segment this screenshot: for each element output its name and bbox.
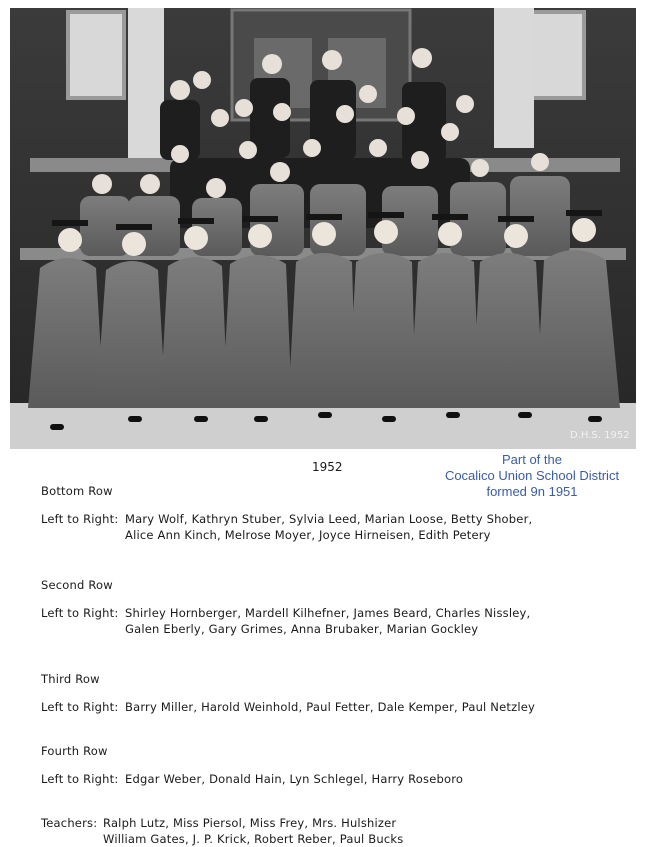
teachers-label: Teachers:	[41, 816, 98, 830]
names-line: Shirley Hornberger, Mardell Kilhefner, James Beard, Charles Nissley,	[125, 606, 531, 620]
photo-mark: D.H.S. 1952	[570, 430, 630, 441]
class-photograph	[10, 8, 636, 449]
row-label: Left to Right:	[41, 606, 119, 620]
district-note-line2: Cocalico Union School District	[444, 468, 620, 483]
names-line: Alice Ann Kinch, Melrose Moyer, Joyce Hirneisen, Edith Petery	[125, 528, 491, 542]
row-title-bottom: Bottom Row	[41, 484, 113, 498]
row-title-fourth: Fourth Row	[41, 744, 108, 758]
row-names-third	[41, 699, 631, 715]
names-line: Barry Miller, Harold Weinhold, Paul Fetter, Dale Kemper, Paul Netzley	[125, 700, 536, 714]
district-note-line3: formed 9n 1951	[486, 484, 578, 499]
row-title-second: Second Row	[41, 578, 113, 592]
row-label: Left to Right:	[41, 512, 119, 526]
row-names-fourth	[41, 771, 631, 787]
names-line: Edgar Weber, Donald Hain, Lyn Schlegel, Harry Roseboro	[125, 772, 464, 786]
teachers-line: William Gates, J. P. Krick, Robert Reber, Paul Bucks	[103, 832, 404, 846]
row-label: Left to Right:	[41, 772, 119, 786]
class-photo-illustration	[10, 8, 636, 449]
row-title-third: Third Row	[41, 672, 100, 686]
district-note-line1: Part of the	[502, 452, 562, 467]
photo-year: 1952	[312, 460, 343, 474]
photo-caption	[41, 483, 631, 847]
row-names-second	[41, 605, 631, 637]
names-line: Galen Eberly, Gary Grimes, Anna Brubaker, Marian Gockley	[125, 622, 479, 636]
teachers-line: Ralph Lutz, Miss Piersol, Miss Frey, Mrs. Hulshizer	[103, 816, 397, 830]
row-names-bottom	[41, 511, 631, 543]
teachers-list	[41, 815, 631, 847]
row-label: Left to Right:	[41, 700, 119, 714]
names-line: Mary Wolf, Kathryn Stuber, Sylvia Leed, Marian Loose, Betty Shober,	[125, 512, 533, 526]
